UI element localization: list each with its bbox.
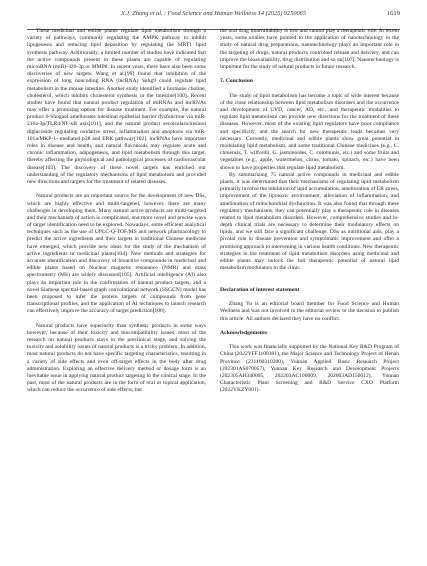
journal-citation: X.J. Zhang et al. / Food Science and Human Wellness 14 (2025) 9250065 (121, 10, 306, 17)
page-number: 1619 (386, 10, 400, 17)
acknowledgements-heading: Acknowledgements (220, 329, 268, 336)
body-paragraph: By summarizing 75 natural active compounds in medicinal and edible plants, it was determined that their mechanisms of regulating lipid metabolism primarily involve the inhibition of lipid accumulation, amelioration of ER stress, improvement of the lipotoxic environment, alleviation of inflammation, and amelioration of mitochondrial dysfunction. It was also found that through these regulatory mechanisms, they can potentially play a therapeutic role in diseases related to lipid metabolism disorders. However, comprehensive studies and in-depth clinical trials are necessary to determine their modulatory effects on lipids, and we still face a significant challenge. DSs as nutritional aids, play a pivotal role in disease prevention and symptomatic improvement and offer a promising approach to intervening in various health conditions. New therapeutic strategies in the treatment of lipid metabolism disorders using medicinal and edible plants may unlock the full therapeutic potential of natural lipid metabolism modulators in the clinic. (220, 171, 400, 272)
body-paragraph: The study of lipid metabolism has become a topic of wide interest because of the close relationship between lipid metabolism disorders and the occurrence and development of CVD, cancer, AD, etc., and therapeutic modalities to regulate lipid metabolism can provide new directions for the treatment of these diseases. However, most of the existing lipid regulators have poor compliance and specificity, and the search for new therapeutic leads becomes very necessary. Currently, medicinal and edible plants show great potential in modulating lipid metabolism, and some traditional Chinese medicines (e.g., C. chinensis, T. wilfordii, G. jasminoides, C. communis, etc.) and some fruits and vegetables (e.g., apple, watermelon, citrus, tomato, spinach, etc.) have been shown to have properties that regulate lipid metabolism. (220, 92, 399, 171)
running-head (0, 10, 427, 26)
body-paragraph: Zhang Yu is an editorial board member for Food Science and Human Wellness and was not involved in the editorial review or the decision to publish this article. All authors declared they have no conflict. (220, 301, 399, 322)
body-paragraph: the oral drug bioavailability is low and cannot play a therapeutic role. In recent years, some studies have pointed to the application of nanotechnology in the study of natural drug preparations, nanotechnology plays an important role in the targeting of drugs, natural products controlled release and delivery, and can improve the bioavailability, drug distribution and so on[107]. Nanotechnology is important for the study of natural products in future research. (220, 28, 399, 70)
right-column (220, 28, 399, 395)
body-paragraph: Natural products are an important source for the development of new DSs, which are highly effective and multi-targeted, however, there are many challenges in developing them. Many natural active products are multi-targeted and their mechanism of action is complicated, and more novel and precise ways of target identification need to be explored. Nowadays, some efficient analytical techniques such as the use of UPLC-Q-TOF/MS and network pharmacology to predict the active ingredients and their targets in traditional Chinese medicine have emerged, which provide new ideas for the study of the mechanism of active ingredients in medicinal plants[104]. New methods and strategies for accurate identification and discovery of bioactive compounds in medicinal and edible plants based on Nuclear magnetic resonance (NMR) and mass spectrometry (MS) are widely discussed[105]. Artificial intelligence (AI) also plays an important role in the confirmation of natural product targets, and a novel Siamese spectral-based graph convolutional network (SSGCN) model has been proposed to infer the protein targets of compounds from gene transcriptional profiles, and the application of AI techniques to launch research can effectively improve the accuracy of target prediction[106]. (27, 193, 206, 315)
body-paragraph: This work was financially supported by the National Key R&D Program of China (2022YFF1100301), the Major Science and Technology Project of Henan Province (231100310200), Yunnan Applied Basic Research Project (202301AS070057), Yunnan Key Research and Development Projects (202305AH340005, 202203AC100009, 202003AD150012), Yunnan Characteristic Plant Screening and R&D Service CXO Platform (2022YKZY001). (220, 344, 399, 394)
left-column (27, 28, 206, 395)
body-paragraph: These medicinal and edible plants regulate lipid metabolism through a variety of pathways, commonly regulating the AMPK pathway to inhibit lipogenesis and reducing lipid deposition by regulating the SIRT1 lipid synthesis pathway. Additionally, a limited number of studies have indicated that the active compounds present in these plants are capable of regulating microRNA (miR)-320-3p or MMP8. In recent years, there have also been some discoveries of new targets. Wang et al.[99] found that inhibition of the expression of long noncoding RNA (lncRNA) Snhg9 could regulate lipid metabolism in the mouse intestine. Another study identified a hormone choline, cholesterol, which inhibits cholesterol synthesis in the intestine[100]. Recent studies have found that natural product regulation of miRNAs and lncRNAs may offer a promising option for disease treatment. For example, the natural product 6-Shogaol ameliorates intestinal epithelial barrier dysfunction via miR-216a-3p/TLR4/NF-κB axis[101], and the natural product secoisolariciresinol diglucoside regulating oxidative stress, inflammation and apoptosis via miR-101a/MKP-1- mediated p38 and ERK pathway[102]. lncRNAs have important roles in disease and health, and natural flavonoids may regulate acute and chronic inflammation, adipogenesis, and lipid metabolism through this target, thereby affecting the physiological and pathological processes of cardiovascular disease[103]. The discovery of these novel targets has enriched our understanding of the regulatory mechanisms of lipid metabolism and provided new directions and targets for the treatment of related diseases. (27, 28, 206, 185)
body-paragraph: Natural products have superiority than synthetic products in some ways however, because of their toxicity and biocompatibility issues, most of the research on natural products stays in the preclinical stage, and solving the toxicity and solubility issues of natural products is a tricky problem. In addition, most natural products do not have specific targeting characteristics, resulting in a variety of side effects and even off-target effects in the body after drug administration. Exploring an effective delivery method or dosage form is an inevitable issue in applying natural product targeting to the clinical stage. In the past, most of the natural products are in the form of oral or topical application, which can reduce the occurrence of side effects, but (27, 322, 206, 394)
declaration-heading: Declaration of interest statement (220, 286, 300, 293)
conclusion-heading: 7. Conclusion (220, 78, 253, 85)
